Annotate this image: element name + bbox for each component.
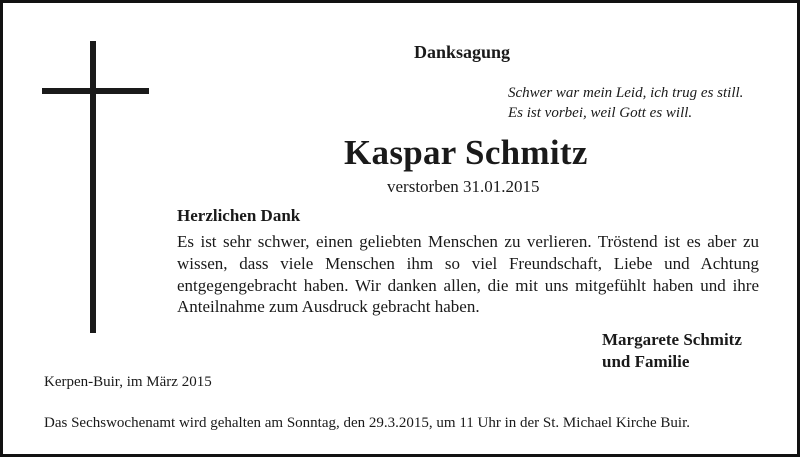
cross-icon-horizontal-bar: [42, 88, 149, 94]
notice-heading: Danksagung: [414, 42, 511, 62]
cross-icon-vertical-bar: [90, 41, 96, 333]
signature-line: und Familie: [602, 352, 690, 371]
deceased-name: Kaspar Schmitz: [344, 133, 588, 172]
death-date: verstorben 31.01.2015: [387, 177, 540, 196]
signature-line: Margarete Schmitz: [602, 330, 742, 349]
service-notice: Das Sechswochenamt wird gehalten am Sonntag, den 29.3.2015, um 11 Uhr in der St. Michael Kirche Buir.: [44, 415, 690, 431]
signature-block: [602, 329, 742, 373]
quote-block: [508, 83, 743, 123]
quote-line: Es ist vorbei, weil Gott es will.: [508, 105, 693, 121]
place-date: Kerpen-Buir, im März 2015: [44, 374, 212, 390]
thanks-body-text: Es ist sehr schwer, einen geliebten Menschen zu verlieren. Tröstend ist es aber zu wissen, dass viele Menschen ihm so viel Freundschaft, Liebe und Achtung entgegengebracht haben. Wir danken allen, die mit uns mitgefühlt haben und ihre Anteilnahme zum Ausdruck gebracht haben.: [177, 232, 759, 317]
quote-line: Schwer war mein Leid, ich trug es still.: [508, 85, 744, 101]
thanks-title: Herzlichen Dank: [177, 206, 301, 225]
